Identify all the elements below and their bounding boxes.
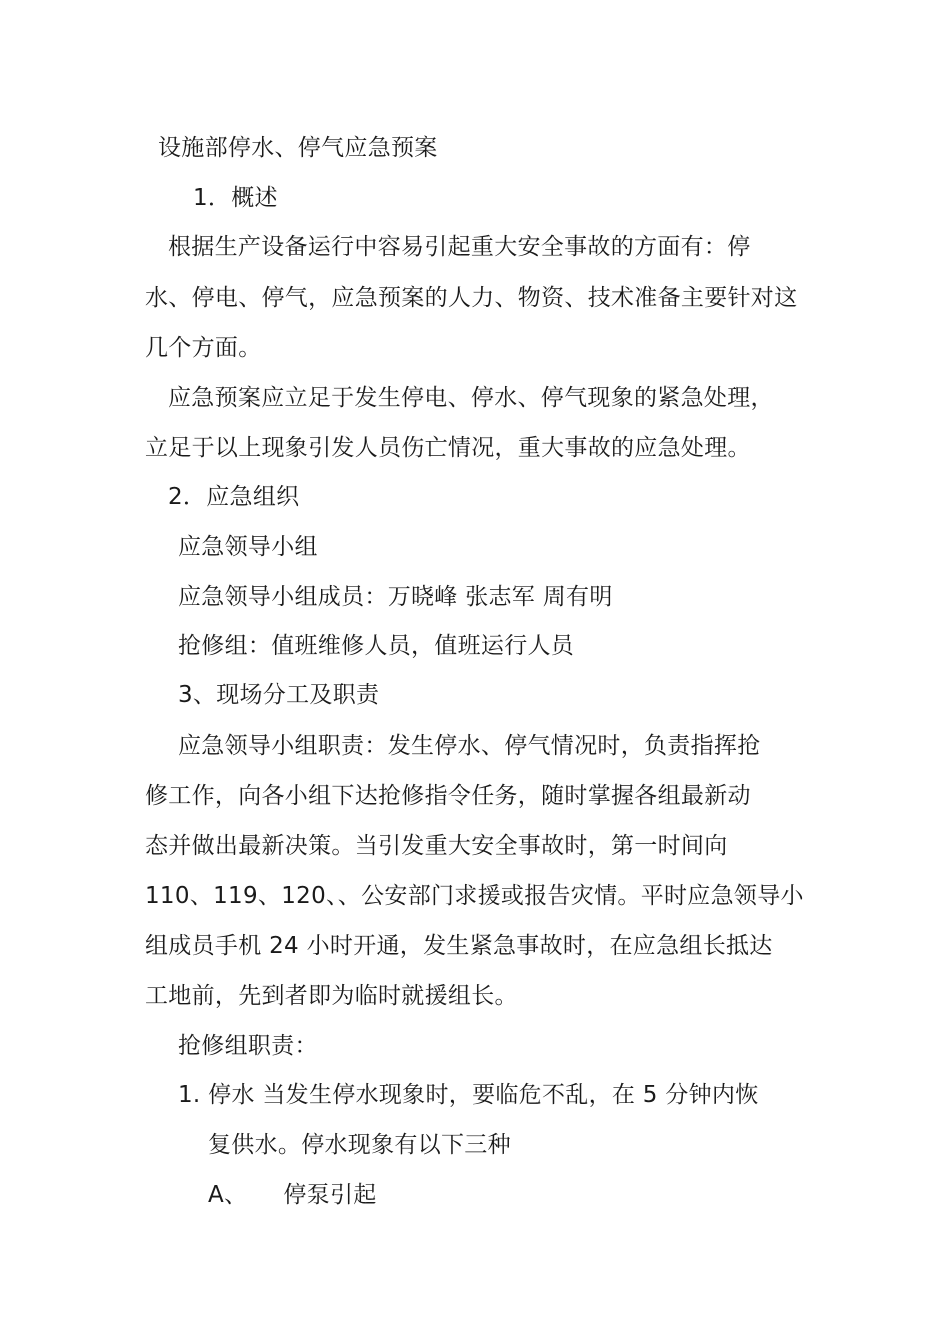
paragraph-line: 组成员手机 24 小时开通，发生紧急事故时，在应急组长抵达 <box>145 933 773 959</box>
paragraph-line: 应急领导小组成员：万晓峰 张志军 周有明 <box>178 584 613 610</box>
section-heading-organization: 2．应急组织 <box>168 484 300 510</box>
sub-list-text: 停泵引起 <box>283 1182 377 1208</box>
paragraph-line: 110、119、120、、公安部门求援或报告灾情。平时应急领导小 <box>145 883 804 909</box>
paragraph-line: 立足于以上现象引发人员伤亡情况，重大事故的应急处理。 <box>145 435 751 461</box>
list-item-continuation: 复供水。停水现象有以下三种 <box>208 1132 511 1158</box>
paragraph-line: 抢修组：值班维修人员，值班运行人员 <box>178 633 575 659</box>
section-heading-duties: 3、现场分工及职责 <box>178 682 380 708</box>
paragraph-line: 应急领导小组 <box>178 534 318 560</box>
paragraph-line: 根据生产设备运行中容易引起重大安全事故的方面有：停 <box>168 234 751 260</box>
paragraph-line: 态并做出最新决策。当引发重大安全事故时，第一时间向 <box>145 833 728 859</box>
paragraph-line: 应急领导小组职责：发生停水、停气情况时，负责指挥抢 <box>178 733 761 759</box>
paragraph-line: 修工作，向各小组下达抢修指令任务，随时掌握各组最新动 <box>145 783 751 809</box>
section-heading-overview: 1．概述 <box>193 185 278 211</box>
list-item: 1. 停水 当发生停水现象时，要临危不乱，在 5 分钟内恢 <box>178 1082 759 1108</box>
paragraph-line: 几个方面。 <box>145 335 262 361</box>
paragraph-line: 应急预案应立足于发生停电、停水、停气现象的紧急处理， <box>168 385 774 411</box>
paragraph-line: 水、停电、停气，应急预案的人力、物资、技术准备主要针对这 <box>145 285 798 311</box>
sub-list-item <box>208 1180 377 1210</box>
sub-list-marker: A、 <box>208 1182 248 1208</box>
subheading-repair-duties: 抢修组职责： <box>178 1033 318 1059</box>
document-title: 设施部停水、停气应急预案 <box>158 135 438 161</box>
paragraph-line: 工地前，先到者即为临时就援组长。 <box>145 983 518 1009</box>
